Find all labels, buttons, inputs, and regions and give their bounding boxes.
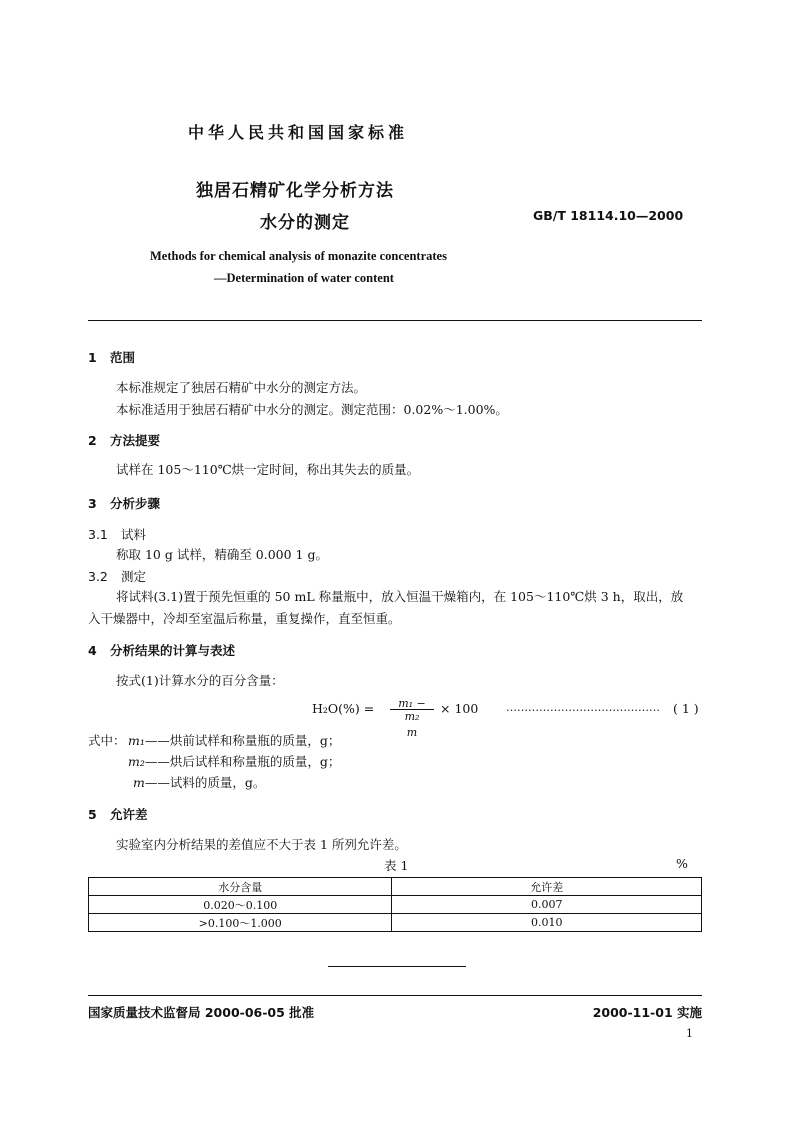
formula-fraction: [390, 697, 434, 739]
subsection-3-1-heading: [88, 525, 146, 543]
variable-symbol: m₂: [128, 754, 145, 769]
variable-description: ——烘后试样和称量瓶的质量，g；: [144, 754, 341, 769]
formula-intro: 按式(1)计算水分的百分含量：: [116, 673, 284, 688]
subsection-number: 3.1: [88, 527, 108, 542]
footer-divider: [88, 995, 702, 996]
table-header-row: [89, 878, 702, 896]
table-header-cell: 水分含量: [89, 878, 392, 896]
paragraph: 称取 10 g 试样，精确至 0.000 1 g。: [116, 547, 328, 562]
paragraph-continuation: 入干燥器中，冷却至室温后称量，重复操作，直至恒重。: [88, 611, 401, 626]
section-number: 2: [88, 433, 97, 448]
table-header-cell: 允许差: [392, 878, 702, 896]
formula-number: ( 1 ): [673, 701, 699, 716]
formula-multiplier: × 100: [440, 701, 479, 716]
formula-lhs: H₂O(%) =: [312, 701, 375, 716]
subsection-3-2-heading: [88, 567, 146, 585]
paragraph: 实验室内分析结果的差值应不大于表 1 所列允许差。: [116, 837, 407, 852]
subsection-number: 3.2: [88, 569, 108, 584]
table-cell: 0.010: [392, 914, 702, 932]
table-row: [89, 914, 702, 932]
subsection-title: 试料: [121, 527, 147, 542]
section-1-heading: [88, 348, 135, 366]
table-cell: 0.007: [392, 896, 702, 914]
variable-definition: [128, 752, 340, 770]
formula-leader-dots: ……………………………………: [506, 701, 660, 714]
subsection-title: 测定: [121, 569, 147, 584]
allowable-difference-table: [88, 877, 702, 932]
approval-info: 国家质量技术监督局 2000-06-05 批准: [88, 1005, 315, 1020]
variable-definition: [133, 773, 265, 791]
section-title: 分析结果的计算与表述: [110, 643, 236, 658]
paragraph: 试样在 105～110℃烘一定时间，称出其失去的质量。: [116, 462, 420, 477]
section-2-heading: [88, 431, 160, 449]
section-number: 3: [88, 496, 97, 511]
section-number: 4: [88, 643, 97, 658]
section-5-heading: [88, 805, 148, 823]
standard-number: GB/T 18114.10—2000: [533, 208, 684, 223]
section-4-heading: [88, 641, 235, 659]
header-divider: [88, 320, 702, 321]
english-title-line2: —Determination of water content: [214, 271, 394, 285]
implementation-date: 2000-11-01 实施: [592, 1005, 702, 1020]
section-number: 1: [88, 350, 97, 365]
table-unit: %: [676, 856, 688, 871]
english-title-line1: Methods for chemical analysis of monazite concentrates: [150, 249, 447, 263]
document-title-line2: 水分的测定: [260, 213, 350, 233]
section-title: 允许差: [110, 807, 148, 822]
variable-description: ——烘前试样和称量瓶的质量，g；: [144, 733, 341, 748]
table-cell: >0.100～1.000: [89, 914, 392, 932]
variable-symbol: m: [133, 775, 145, 790]
where-label: 式中：: [88, 733, 126, 748]
variable-symbol: m₁: [128, 733, 145, 748]
table-cell: 0.020～0.100: [89, 896, 392, 914]
paragraph: 本标准适用于独居石精矿中水分的测定。测定范围：0.02%～1.00%。: [116, 402, 508, 417]
table-caption: 表 1: [384, 858, 409, 873]
paragraph: 本标准规定了独居石精矿中水分的测定方法。: [116, 380, 367, 395]
table-row: [89, 896, 702, 914]
variable-definition: [128, 731, 340, 749]
variable-description: ——试料的质量，g。: [144, 775, 266, 790]
paragraph: 将试料(3.1)置于预先恒重的 50 mL 称量瓶中，放入恒温干燥箱内，在 105～110℃烘 3 h，取出，放: [116, 589, 684, 604]
fraction-bar: [390, 709, 434, 710]
section-title: 范围: [110, 350, 136, 365]
end-of-text-rule: [328, 966, 466, 967]
page-number: 1: [686, 1027, 693, 1040]
section-number: 5: [88, 807, 97, 822]
document-title-line1: 独居石精矿化学分析方法: [196, 181, 394, 201]
section-title: 方法提要: [110, 433, 161, 448]
formula-denominator: m: [406, 726, 418, 739]
section-title: 分析步骤: [110, 496, 161, 511]
section-3-heading: [88, 494, 160, 512]
formula-numerator: m₁ − m₂: [398, 697, 426, 723]
national-standard-title: 中华人民共和国国家标准: [188, 123, 409, 142]
